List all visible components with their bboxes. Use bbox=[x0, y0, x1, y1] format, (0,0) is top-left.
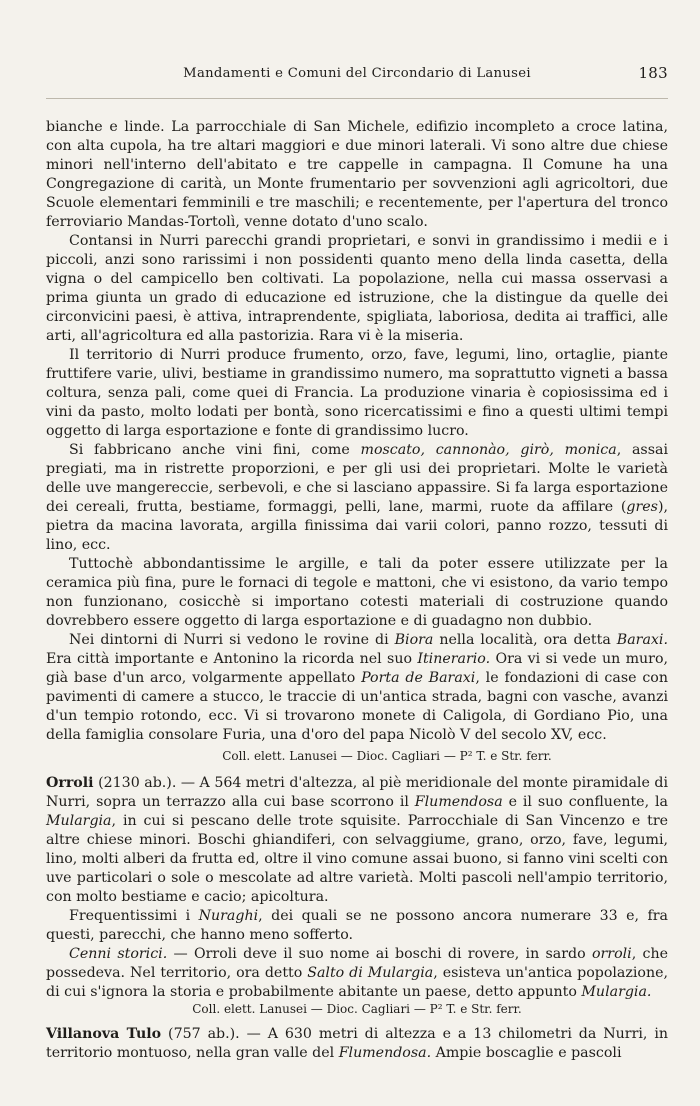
text-run: (2130 ab.). — A 564 metri d'altezza, al piè meridionale del monte piramidale di Nurri, sopra un terrazzo alla cui base scorrono il bbox=[46, 775, 668, 810]
text-run: , assai pregiati, ma in ristrette proporzioni, e per gli usi dei proprietari. Molte le varietà delle uve mangereccie, serbevoli, e che si lasciano appassire. Si fa larga esportazione dei cereali, frutta, bestiame, formaggi, pelli, lane, marmi, ruote da affilare ( bbox=[46, 442, 668, 515]
page-number: 183 bbox=[638, 64, 668, 82]
text-run: Coll. elett. Lanusei — Dioc. Cagliari — P² T. e Str. ferr. bbox=[222, 749, 552, 763]
running-header bbox=[46, 66, 668, 88]
paragraph bbox=[46, 232, 668, 346]
italic-term: Baraxi. bbox=[616, 632, 668, 648]
text-run: nella località, ora detta bbox=[433, 632, 617, 648]
text-run: Contansi in Nurri parecchi grandi proprietari, e sonvi in grandissimo i medii e i piccoli, anzi sono rarissimi i non possidenti quanto meno della linda casetta, della vigna o del campicello ben coltivati. La popolazione, nella cui massa osservasi a prima giunta un grado di educazione ed istruzione, che la distingue da quelle dei circonvicini paesi, è attiva, intraprendente, spigliata, laboriosa, dedita ai traffici, alle arti, all'agricoltura ed alla pastorizia. Rara vi è la miseria. bbox=[46, 233, 668, 344]
running-title: Mandamenti e Comuni del Circondario di Lanusei bbox=[183, 66, 531, 81]
text-run: Nei dintorni di Nurri si vedono le rovine di bbox=[69, 632, 395, 648]
italic-term: Flumendosa bbox=[414, 794, 503, 810]
paragraph bbox=[46, 631, 668, 745]
italic-term: Itinerario. bbox=[417, 651, 491, 667]
collegio-note bbox=[46, 749, 668, 764]
text-run: , le fondazioni di case con pavimenti di camere a stucco, le traccie di un'antica strada, bagni con vasche, avanzi d'un tempio rotondo, ecc. Vi si trovarono monete di Caligola, di Gordiano Pio, una della famiglia consolare Furia, una d'oro del papa Nicolò V del secolo XV, ecc. bbox=[46, 670, 668, 743]
text-run: — Orroli deve il suo nome ai boschi di rovere, in sardo bbox=[167, 946, 592, 962]
text-run: , che possedeva. Nel territorio, ora detto bbox=[46, 946, 668, 981]
text-run: ), pietra da macina lavorata, argilla finissima dai varii colori, panno rozzo, tessuti di lino, ecc. bbox=[46, 499, 668, 553]
italic-term: Salto di Mulargia bbox=[307, 965, 434, 981]
italic-term: Porta de Baraxi bbox=[361, 670, 476, 686]
entry-paragraph bbox=[46, 1025, 668, 1063]
italic-term: Biora bbox=[394, 632, 434, 648]
text-run: Ampie boscaglie e pascoli bbox=[431, 1045, 622, 1061]
text-run: Il territorio di Nurri produce frumento, orzo, fave, legumi, lino, ortaglie, piante fruttifere varie, ulivi, bestiame in grandissimo numero, ma soprattutto vigneti a bassa coltura, senza pali, come quei di Francia. La produzione vinaria è copiosissima ed i vini da pasto, molto lodati per bontà, sono ricercatissimi e fino a questi ultimi tempi oggetto di larga esportazione e fonte di grandissimo lucro. bbox=[46, 347, 668, 439]
paragraph bbox=[46, 118, 668, 232]
italic-term: Flumendosa. bbox=[338, 1045, 432, 1061]
text-run: bianche e linde. La parrocchiale di San Michele, edifizio incompleto a croce latina, con alta cupola, ha tre altari maggiori e due minori laterali. Vi sono altre due chiese minori nell'interno dell'abitato e tre cappelle in campagna. Il Comune ha una Congregazione di carità, un Monte frumentario per sovvenzioni agli agricoltori, due Scuole elementari femminili e tre maschili; e recentemente, per l'apertura del tronco ferroviario Mandas-Tortolì, venne dotato d'uno scalo. bbox=[46, 119, 668, 230]
italic-term: gres bbox=[626, 499, 658, 515]
italic-term: Cenni storici. bbox=[69, 946, 168, 962]
italic-term: Mulargia. bbox=[581, 984, 652, 1000]
paragraph bbox=[46, 945, 668, 1002]
italic-term: moscato, cannonào, girò, monica bbox=[360, 442, 617, 458]
paragraph bbox=[46, 907, 668, 945]
text-run: , in cui si pescano delle trote squisite. Parrocchiale di San Vincenzo e tre altre chiese minori. Boschi ghiandiferi, con selvaggiume, grano, orzo, fave, legumi, lino, molti alberi da frutta ed, oltre il vino comune assai buono, si fanno vini scelti con uve particolari o sole o mescolate ad altre varietà. Molti pascoli nell'ampio territorio, con molto bestiame e cacio; apicoltura. bbox=[46, 813, 668, 905]
text-run: , dei quali se ne possono ancora numerare 33 e, fra questi, parecchi, che hanno meno sofferto. bbox=[46, 908, 668, 943]
text-run: e il suo confluente, la bbox=[502, 794, 668, 810]
text-run: Frequentissimi i bbox=[69, 908, 199, 924]
paragraph bbox=[46, 555, 668, 631]
entry-heading: Orroli bbox=[46, 775, 94, 791]
text-run: , esisteva un'antica popolazione, di cui s'ignora la storia e probabilmente abitante un paese, detto appunto bbox=[46, 965, 668, 1000]
paragraph bbox=[46, 346, 668, 441]
entry-paragraph bbox=[46, 774, 668, 907]
text-run: Ora vi si vede un muro, già base d'un arco, volgarmente appellato bbox=[46, 651, 668, 686]
page-body bbox=[46, 118, 668, 1063]
text-run: Si fabbricano anche vini fini, come bbox=[69, 442, 361, 458]
collegio-note bbox=[46, 1002, 668, 1017]
italic-term: Nuraghi bbox=[198, 908, 259, 924]
paragraph bbox=[46, 441, 668, 555]
italic-term: orroli bbox=[591, 946, 632, 962]
text-run: Tuttochè abbondantissime le argille, e tali da poter essere utilizzate per la ceramica più fina, pure le fornaci di tegole e mattoni, che vi esistono, da vario tempo non funzionano, cosicchè si importano cotesti materiali di costruzione quando dovrebbero essere oggetto di larga esportazione e di guadagno non dubbio. bbox=[46, 556, 668, 629]
text-run: Coll. elett. Lanusei — Dioc. Cagliari — P² T. e Str. ferr. bbox=[192, 1002, 522, 1016]
header-rule bbox=[46, 98, 668, 99]
italic-term: Mulargia bbox=[46, 813, 112, 829]
entry-heading: Villanova Tulo bbox=[46, 1026, 162, 1042]
text-run: Era città importante e Antonino la ricorda nel suo bbox=[46, 651, 418, 667]
text-run: (757 ab.). — A 630 metri di altezza e a 13 chilometri da Nurri, in territorio montuoso, nella gran valle del bbox=[46, 1026, 668, 1061]
